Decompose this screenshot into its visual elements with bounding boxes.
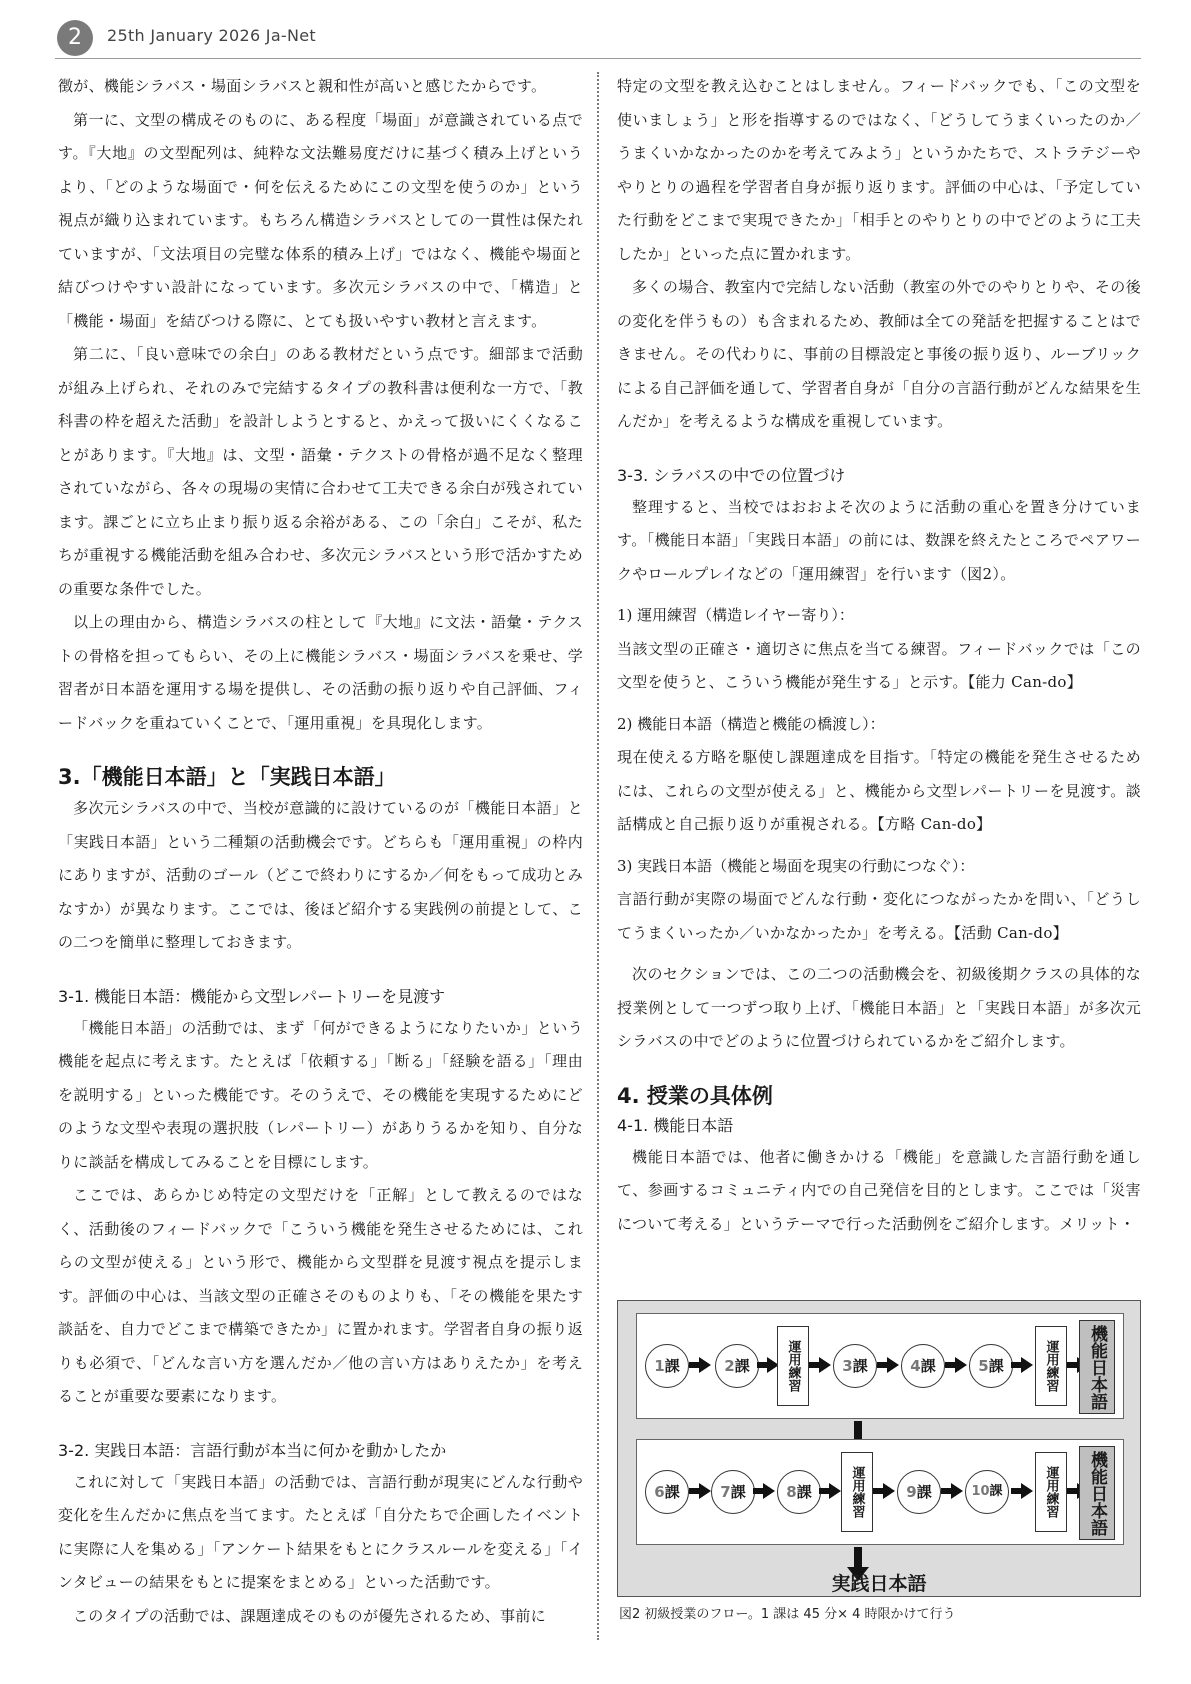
section-heading: 3.「機能日本語」と「実践日本語」: [58, 765, 396, 789]
arrow-icon: [699, 1483, 711, 1499]
arrow-icon: [883, 1483, 895, 1499]
arrow-icon: [887, 1357, 899, 1373]
lesson-circle: 7課: [711, 1470, 755, 1514]
column-divider: [597, 72, 599, 1640]
list-item-text: 現在使える方略を駆使し課題達成を目指す。「特定の機能を発生させるためには、これらの文型が使える」と、機能から文型レパートリーを見渡す。談話構成と自己振り返りが重視される。【方略 Can-do】: [617, 748, 1141, 833]
lesson-circle: 3課: [833, 1344, 877, 1388]
list-item-text: 言語行動が実際の場面でどんな行動・変化につながったかを問い、「どうしてうまくいったか／いかなかったか」を考える。【活動 Can-do】: [617, 890, 1141, 942]
practice-box: 運用練習: [1035, 1326, 1067, 1406]
right-column: [617, 70, 1141, 1241]
jissen-label: 実践日本語: [831, 1573, 927, 1595]
paragraph: 多くの場合、教室内で完結しない活動（教室の外でのやりとりや、その後の変化を伴うもの）も含まれるため、教師は全ての発話を把握することはできません。その代わりに、事前の目標設定と事後の振り返り、ルーブリックによる自己評価を通して、学習者自身が「自分の言語行動がどんな結果を生んだか」を考えるような構成を重視しています。: [617, 278, 1141, 430]
arrow-icon: [955, 1357, 967, 1373]
subsection-heading: 4-1. 機能日本語: [617, 1115, 734, 1135]
lesson-circle: 1課: [645, 1344, 689, 1388]
subsection-heading: 3-3. シラバスの中での位置づけ: [617, 465, 846, 485]
paragraph: 次のセクションでは、この二つの活動機会を、初級後期クラスの具体的な授業例として一つずつ取り上げ、「機能日本語」と「実践日本語」が多次元シラバスの中でどのように位置づけられているかをご紹介します。: [617, 965, 1141, 1050]
section-heading: 4. 授業の具体例: [617, 1083, 773, 1108]
paragraph: これに対して「実践日本語」の活動では、言語行動が現実にどんな行動や変化を生んだかに焦点を当てます。たとえば「自分たちで企画したイベントに実際に人を集める」「アンケート結果をもとにクラスルールを変える」「インタビューの結果をもとに提案をまとめる」といった活動です。: [58, 1472, 583, 1591]
lesson-circle: 2課: [715, 1344, 759, 1388]
arrow-icon: [829, 1483, 841, 1499]
left-column: [58, 70, 583, 1633]
practice-box: 運用練習: [1035, 1452, 1067, 1532]
arrow-icon: [699, 1357, 711, 1373]
list-item-label: 3) 実践日本語（機能と場面を現実の行動につなぐ）：: [617, 856, 975, 875]
page-header: [55, 18, 1141, 59]
practice-box: 運用練習: [777, 1326, 809, 1406]
paragraph: 特定の文型を教え込むことはしません。フィードバックでも、「この文型を使いましょう」と形を指導するのではなく、「どうしてうまくいったのか／うまくいかなかったのかを考えてみよう」というかたちで、ストラテジーややりとりの過程を学習者自身が振り返ります。評価の中心は、「予定していた行動をどこまで実現できたか」「相手とのやりとりの中でどのように工夫したか」といった点に置かれます。: [617, 77, 1141, 263]
paragraph: 整理すると、当校ではおおよそ次のように活動の重心を置き分けています。「機能日本語」「実践日本語」の前には、数課を終えたところでペアワークやロールプレイなどの「運用練習」を行います（図2）。: [617, 497, 1141, 583]
paragraph: 「機能日本語」の活動では、まず「何ができるようになりたいか」という機能を起点に考えます。たとえば「依頼する」「断る」「経験を語る」「理由を説明する」といった機能です。そのうえで、その機能を実現するためにどのような文型や表現の選択肢（レパートリー）がありうるかを知り、自分なりに談話を構成してみることを目標にします。: [58, 1018, 583, 1171]
arrow-icon: [1021, 1483, 1033, 1499]
figure-caption: 図2 初級授業のフロー。1 課は 45 分× 4 時限かけて行う: [619, 1607, 956, 1622]
list-item-label: 2) 機能日本語（構造と機能の橋渡し）：: [617, 714, 885, 733]
kino-box: 機能日本語: [1079, 1320, 1115, 1414]
flow-figure: [617, 1300, 1141, 1597]
flow-row-1: [636, 1313, 1124, 1419]
practice-box: 運用練習: [841, 1452, 873, 1532]
list-item-text: 当該文型の正確さ・適切さに焦点を当てる練習。フィードバックでは「この文型を使うと、こういう機能が発生する」と示す。【能力 Can-do】: [617, 639, 1141, 691]
lesson-circle: 4課: [901, 1344, 945, 1388]
page-number: 2: [57, 20, 93, 56]
lesson-circle: 8課: [777, 1470, 821, 1514]
subsection-heading: 3-2. 実践日本語：言語行動が本当に何かを動かしたか: [58, 1440, 447, 1460]
kino-box: 機能日本語: [1079, 1446, 1115, 1540]
paragraph: 多次元シラバスの中で、当校が意識的に設けているのが「機能日本語」と「実践日本語」という二種類の活動機会です。どちらも「運用重視」の枠内にありますが、活動のゴール（どこで終わりにするか／何をもって成功とみなすか）が異なります。ここでは、後ほど紹介する実践例の前提として、この二つを簡単に整理しておきます。: [58, 799, 583, 951]
arrow-icon: [763, 1483, 775, 1499]
lesson-circle: 5課: [969, 1344, 1013, 1388]
arrow-icon: [951, 1483, 963, 1499]
issue-date: 25th January 2026 Ja-Net: [107, 26, 316, 45]
lesson-circle: 9課: [897, 1470, 941, 1514]
paragraph: 以上の理由から、構造シラバスの柱として『大地』に文法・語彙・テクストの骨格を担ってもらい、その上に機能シラバス・場面シラバスを乗せ、学習者が日本語を運用する場を提供し、その活動の振り返りや自己評価、フィードバックを重ねていくことで、「運用重視」を具現化します。: [58, 613, 583, 732]
paragraph: 第二に、「良い意味での余白」のある教材だという点です。細部まで活動が組み上げられ、それのみで完結するタイプの教科書は便利な一方で、「教科書の枠を超えた活動」を設計しようとすると、かえって扱いにくくなることがあります。『大地』は、文型・語彙・テクストの骨格が過不足なく整理されていながら、各々の現場の実情に合わせて工夫できる余白が残されています。課ごとに立ち止まり振り返る余裕がある、この「余白」こそが、私たちが重視する機能活動を組み合わせ、多次元シラバスという形で活かすための重要な条件でした。: [58, 345, 583, 598]
arrow-icon: [1021, 1357, 1033, 1373]
subsection-heading: 3-1. 機能日本語：機能から文型レパートリーを見渡す: [58, 986, 446, 1006]
flow-row-2: [636, 1439, 1124, 1545]
arrow-icon: [819, 1357, 831, 1373]
lesson-circle: 6課: [645, 1470, 689, 1514]
paragraph: ここでは、あらかじめ特定の文型だけを「正解」として教えるのではなく、活動後のフィードバックで「こういう機能を発生させるためには、これらの文型が使える」という形で、機能から文型群を見渡す視点を提示します。評価の中心は、当該文型の正確さそのものよりも、「その機能を果たす談話を、自力でどこまで構築できたか」に置かれます。学習者自身の振り返りも必須で、「どんな言い方を選んだか／他の言い方はありえたか」を考えることが重要な要素になります。: [58, 1186, 583, 1405]
lesson-circle: 10課: [965, 1470, 1009, 1514]
paragraph: このタイプの活動では、課題達成そのものが優先されるため、事前に: [73, 1606, 546, 1625]
paragraph: 機能日本語では、他者に働きかける「機能」を意識した言語行動を通して、参画するコミュニティ内での自己発信を目的とします。ここでは「災害について考える」というテーマで行った活動例をご紹介します。メリット・: [617, 1147, 1141, 1233]
list-item-label: 1) 運用練習（構造レイヤー寄り）：: [617, 606, 854, 624]
paragraph: 徴が、機能シラバス・場面シラバスと親和性が高いと感じたからです。: [58, 77, 547, 95]
paragraph: 第一に、文型の構成そのものに、ある程度「場面」が意識されている点です。『大地』の文型配列は、純粋な文法難易度だけに基づく積み上げというより、「どのような場面で・何を伝えるためにこの文型を使うのか」という視点が織り込まれています。もちろん構造シラバスとしての一貫性は保たれていますが、「文法項目の完璧な体系的積み上げ」ではなく、機能や場面と結びつけやすい設計になっています。多次元シラバスの中で、「構造」と「機能・場面」を結びつける際に、とても扱いやすい教材と言えます。: [58, 110, 583, 330]
